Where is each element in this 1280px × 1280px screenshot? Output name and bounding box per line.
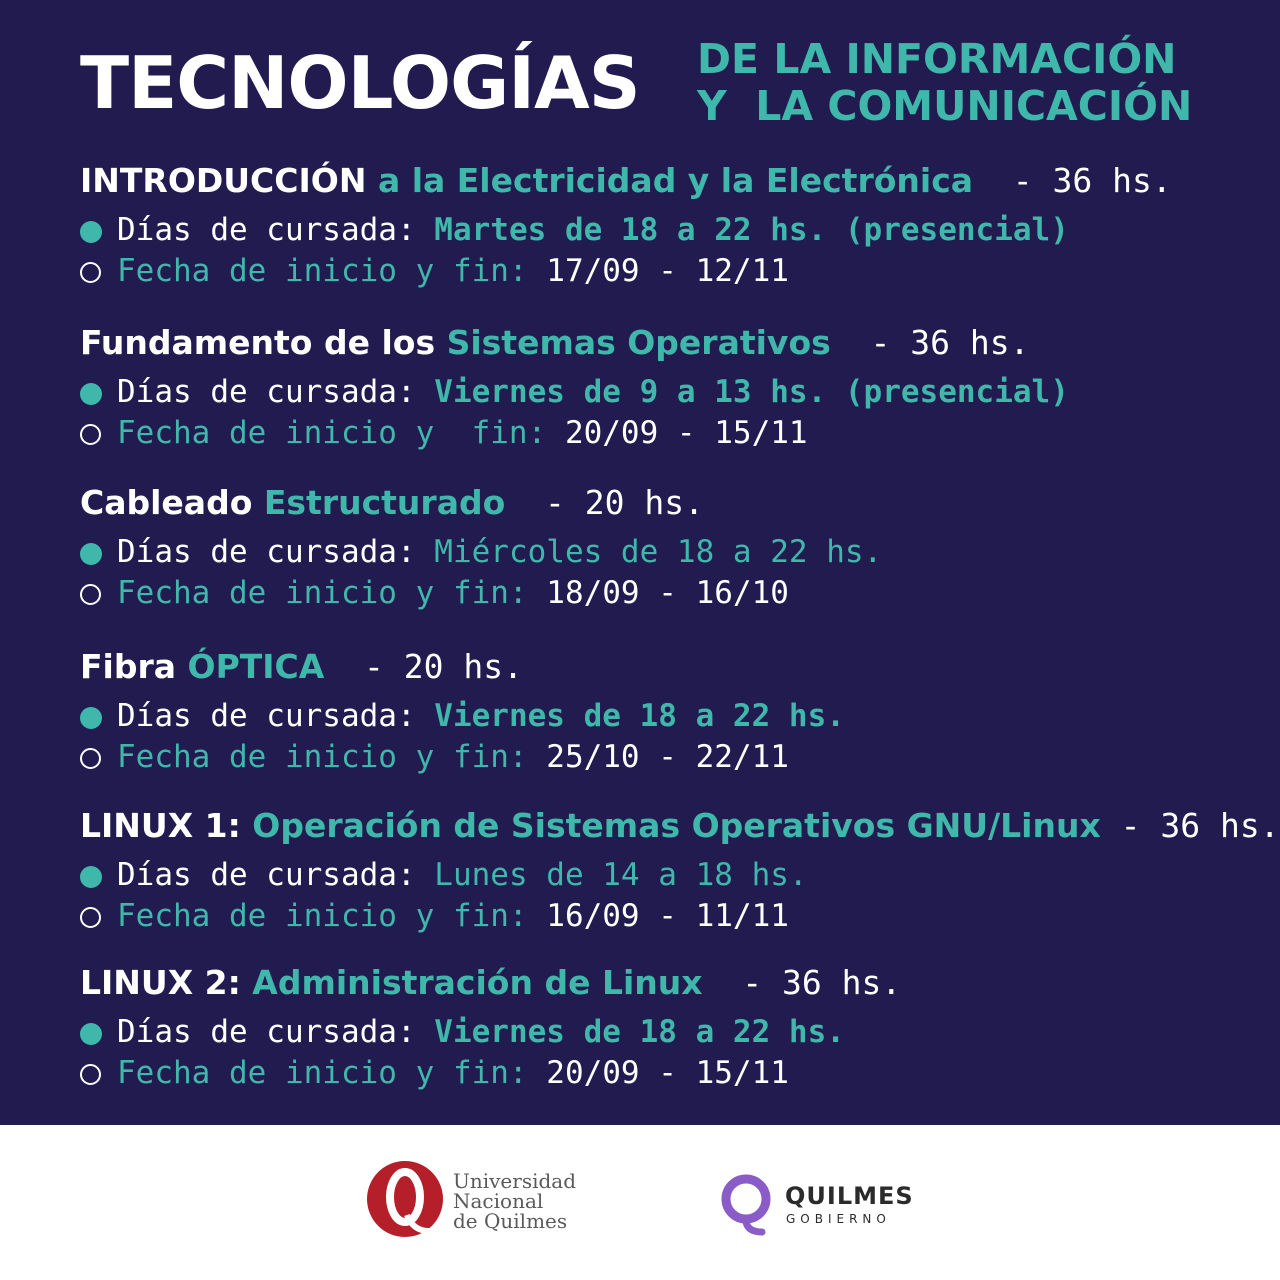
- course-hours: - 36 hs.: [830, 323, 1030, 362]
- course-title: [80, 644, 1260, 690]
- course-title-lead: Fibra: [80, 647, 177, 686]
- hollow-bullet-icon: [80, 907, 101, 928]
- unq-logo: [367, 1157, 597, 1243]
- unq-wordmark: [453, 1171, 576, 1231]
- dates-label: Fecha de inicio y fin:: [117, 1055, 528, 1091]
- filled-bullet-icon: [80, 866, 102, 888]
- dates-row: [80, 1053, 1260, 1094]
- schedule-label: Días de cursada:: [117, 374, 416, 410]
- course-title-lead: Cableado: [80, 483, 253, 522]
- course-title-highlight: a la Electricidad y la Electrónica: [366, 161, 974, 200]
- hollow-bullet-icon: [80, 424, 101, 445]
- unq-line-3: de Quilmes: [453, 1209, 568, 1233]
- schedule-row: [80, 855, 1260, 896]
- dates-value: 20/09 - 15/11: [546, 1055, 789, 1091]
- schedule-row: [80, 1012, 1260, 1053]
- course-block: [80, 960, 1260, 1094]
- course-hours: - 20 hs.: [505, 483, 704, 522]
- filled-bullet-icon: [80, 383, 102, 405]
- schedule-value: Martes de 18 a 22 hs. (presencial): [434, 212, 1069, 248]
- course-block: [80, 803, 1280, 937]
- schedule-label: Días de cursada:: [117, 1014, 416, 1050]
- title-subtitle-line-1: DE LA INFORMACIÓN: [697, 35, 1177, 83]
- schedule-label: Días de cursada:: [117, 534, 416, 570]
- schedule-label: Días de cursada:: [117, 212, 416, 248]
- hollow-bullet-icon: [80, 584, 101, 605]
- dates-label: Fecha de inicio y fin:: [117, 575, 528, 611]
- dates-row: [80, 413, 1260, 454]
- title-subtitle-line-2: Y LA COMUNICACIÓN: [697, 82, 1193, 130]
- course-title-lead: LINUX 2:: [80, 963, 241, 1002]
- schedule-value: Viernes de 18 a 22 hs.: [434, 1014, 845, 1050]
- footer: [0, 1125, 1280, 1280]
- dates-value: 20/09 - 15/11: [564, 415, 808, 451]
- hollow-bullet-icon: [80, 1064, 101, 1085]
- schedule-value: Viernes de 18 a 22 hs.: [434, 698, 845, 734]
- filled-bullet-icon: [80, 707, 102, 729]
- dates-value: 17/09 - 12/11: [546, 253, 789, 289]
- course-title-highlight: Administración de Linux: [240, 963, 703, 1002]
- course-title: [80, 960, 1260, 1006]
- title-main: TECNOLOGÍAS: [80, 41, 640, 125]
- course-hours: - 36 hs.: [702, 963, 902, 1002]
- schedule-row: [80, 532, 1260, 573]
- course-title: [80, 320, 1260, 366]
- schedule-value: Viernes de 9 a 13 hs. (presencial): [434, 374, 1069, 410]
- course-title-highlight: ÓPTICA: [176, 647, 325, 686]
- course-hours: - 36 hs.: [973, 161, 1172, 200]
- course-title-highlight: Estructurado: [252, 483, 506, 522]
- dates-row: [80, 251, 1260, 292]
- course-block: [80, 644, 1260, 778]
- course-block: [80, 158, 1260, 292]
- quilmes-q-icon: [718, 1172, 778, 1236]
- hollow-bullet-icon: [80, 748, 101, 769]
- unq-line-2: Nacional: [453, 1189, 544, 1213]
- schedule-row: [80, 372, 1260, 413]
- course-block: [80, 480, 1260, 614]
- course-title-lead: LINUX 1:: [80, 806, 241, 845]
- dates-row: [80, 573, 1260, 614]
- course-title-highlight: Sistemas Operativos: [435, 323, 831, 362]
- course-hours: - 36 hs.: [1100, 806, 1280, 845]
- hollow-bullet-icon: [80, 262, 101, 283]
- schedule-label: Días de cursada:: [117, 857, 416, 893]
- dates-value: 25/10 - 22/11: [546, 739, 789, 775]
- title-subtitle: [697, 36, 1192, 130]
- schedule-row: [80, 696, 1260, 737]
- filled-bullet-icon: [80, 221, 102, 243]
- unq-line-1: Universidad: [453, 1169, 577, 1193]
- course-block: [80, 320, 1260, 454]
- course-title: [80, 158, 1260, 204]
- course-title-highlight: Operación de Sistemas Operativos GNU/Linux: [240, 806, 1101, 845]
- schedule-value: Miércoles de 18 a 22 hs.: [434, 534, 883, 570]
- schedule-label: Días de cursada:: [117, 698, 416, 734]
- course-title-lead: Fundamento de los: [80, 323, 436, 362]
- dates-value: 16/09 - 11/11: [546, 898, 789, 934]
- dates-row: [80, 896, 1260, 937]
- gov-name: QUILMES: [785, 1182, 914, 1210]
- quilmes-gobierno-logo: [718, 1172, 928, 1236]
- course-hours: - 20 hs.: [324, 647, 523, 686]
- dates-label: Fecha de inicio y fin:: [117, 898, 528, 934]
- course-title-lead: INTRODUCCIÓN: [80, 161, 367, 200]
- schedule-value: Lunes de 14 a 18 hs.: [434, 857, 808, 893]
- dates-label: Fecha de inicio y fin:: [117, 415, 547, 451]
- dates-label: Fecha de inicio y fin:: [117, 739, 528, 775]
- dates-row: [80, 737, 1260, 778]
- dates-label: Fecha de inicio y fin:: [117, 253, 528, 289]
- course-title: [80, 803, 1280, 849]
- dates-value: 18/09 - 16/10: [546, 575, 789, 611]
- course-title: [80, 480, 1260, 526]
- schedule-row: [80, 210, 1260, 251]
- filled-bullet-icon: [80, 543, 102, 565]
- unq-emblem-icon: [367, 1157, 447, 1243]
- filled-bullet-icon: [80, 1023, 102, 1045]
- gov-subtitle: GOBIERNO: [786, 1212, 891, 1226]
